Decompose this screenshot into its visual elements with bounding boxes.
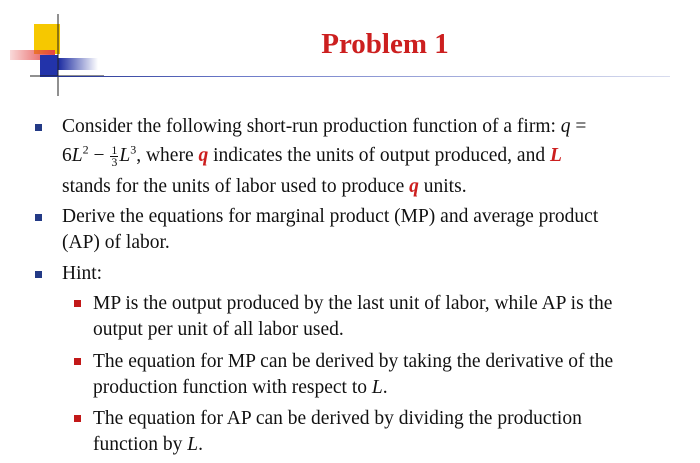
sub-bullet-3-line-1: The equation for AP can be derived by dividing the production bbox=[93, 408, 582, 429]
bullet-1-line-2: $6L^2$ − $\frac{1}{3}$ $L^3$, where q indicates the units of output produced, and L bbox=[62, 142, 562, 170]
sub-bullet-2-line-2: production function with respect to L. bbox=[93, 377, 388, 398]
sub-bullet-3-line-2: function by L. bbox=[93, 434, 203, 455]
sub-bullet-2-line-1: The equation for MP can be derived by taking the derivative of the bbox=[93, 351, 614, 372]
sub-bullet-marker bbox=[74, 358, 81, 365]
bullet-2-line-2: (AP) of labor. bbox=[62, 232, 170, 253]
sub-bullet-1-line-1: MP is the output produced by the last unit of labor, while AP is the bbox=[93, 293, 613, 314]
bullet-marker bbox=[35, 271, 42, 278]
bullet-1-line-1: Consider the following short-run production function of a firm: q = bbox=[62, 116, 587, 137]
bullet-marker bbox=[35, 124, 42, 131]
slide-title: Problem 1 bbox=[321, 28, 449, 60]
bullet-3-hint: Hint: bbox=[62, 263, 103, 284]
fraction-one-third: $\frac{1}{3}$ bbox=[111, 143, 118, 170]
sub-bullet-marker bbox=[74, 300, 81, 307]
bullet-2-line-1: Derive the equations for marginal product (MP) and average product bbox=[62, 206, 599, 227]
bullet-1-line-3: stands for the units of labor used to produce q units. bbox=[62, 176, 467, 197]
sub-bullet-1-line-2: output per unit of all labor used. bbox=[93, 319, 344, 340]
bullet-marker bbox=[35, 214, 42, 221]
sub-bullet-marker bbox=[74, 415, 81, 422]
